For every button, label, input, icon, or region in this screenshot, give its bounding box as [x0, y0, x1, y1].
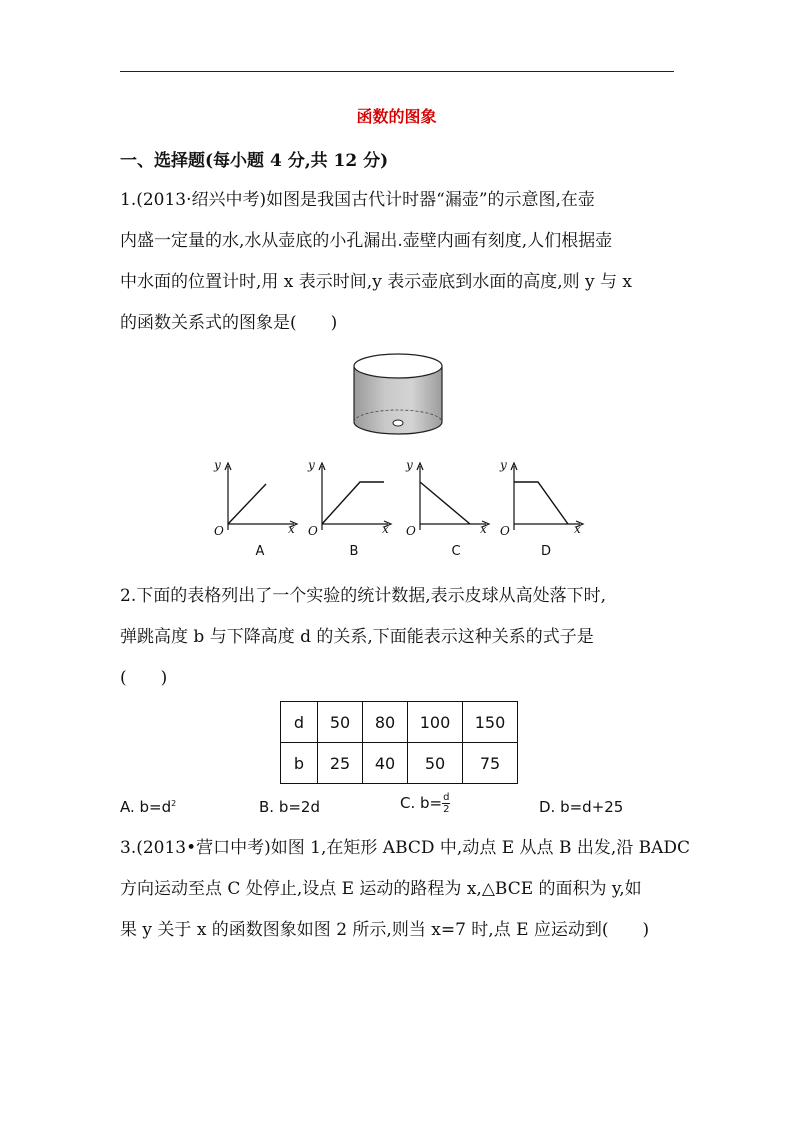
origin-label: O: [500, 524, 510, 538]
table-cell: 50: [318, 702, 363, 743]
table-cell: 40: [363, 743, 408, 784]
page-title: 函数的图象: [356, 107, 437, 126]
question-1-line: 的函数关系式的图象是( ): [120, 313, 338, 333]
question-3-line: 果 y 关于 x 的函数图象如图 2 所示,则当 x=7 时,点 E 应运动到( ): [120, 920, 650, 940]
origin-label: O: [214, 524, 224, 538]
graph-option-a: [210, 458, 300, 563]
y-axis-label: y: [308, 458, 315, 472]
y-axis-label: y: [500, 458, 507, 472]
table-cell: 25: [318, 743, 363, 784]
graph-label: C: [451, 544, 461, 559]
fraction-denominator: 2: [443, 804, 450, 815]
question-1-line: 内盛一定量的水,水从壶底的小孔漏出.壶壁内画有刻度,人们根据壶: [120, 231, 613, 251]
table-cell: 100: [408, 702, 463, 743]
origin-label: O: [308, 524, 318, 538]
x-axis-label: x: [480, 522, 487, 536]
table-cell: b: [281, 743, 318, 784]
section-heading: 一、选择题(每小题 4 分,共 12 分): [120, 151, 389, 171]
y-axis-label: y: [406, 458, 413, 472]
question-3-text: [120, 828, 691, 951]
question-1-text: [120, 180, 676, 344]
table-row: [281, 702, 518, 743]
question-2-line: 弹跳高度 b 与下降高度 d 的关系,下面能表示这种关系的式子是: [120, 627, 594, 647]
x-axis-label: x: [288, 522, 295, 536]
table-cell: 80: [363, 702, 408, 743]
table-cell: 75: [463, 743, 518, 784]
question-1-line: 1.(2013·绍兴中考)如图是我国古代计时器“漏壶”的示意图,在壶: [120, 190, 595, 210]
data-table: [280, 701, 518, 784]
option-a-text: A. b=d: [120, 798, 172, 816]
question-2-line: 2.下面的表格列出了一个实验的统计数据,表示皮球从高处落下时,: [120, 586, 607, 606]
graph-option-c: [402, 458, 492, 563]
graph-label: D: [540, 544, 551, 559]
y-axis-label: y: [214, 458, 221, 472]
option-a: [120, 798, 176, 816]
origin-label: O: [406, 524, 416, 538]
x-axis-label: x: [382, 522, 389, 536]
option-c-fraction: [442, 792, 450, 815]
question-1-line: 中水面的位置计时,用 x 表示时间,y 表示壶底到水面的高度,则 y 与 x: [120, 272, 633, 292]
option-d: D. b=d+25: [539, 798, 624, 816]
table-cell: 150: [463, 702, 518, 743]
water-clock-figure: [352, 352, 444, 436]
graph-label: B: [349, 544, 359, 559]
question-2-line: ( ): [120, 668, 168, 688]
x-axis-label: x: [574, 522, 581, 536]
graph-label: A: [255, 544, 265, 559]
question-3-line: 3.(2013•营口中考)如图 1,在矩形 ABCD 中,动点 E 从点 B 出发,沿 BADC: [120, 838, 691, 858]
table-cell: d: [281, 702, 318, 743]
fraction-numerator: d: [443, 792, 450, 803]
graph-option-b: [304, 458, 394, 563]
option-c: [400, 792, 450, 815]
header-rule: [120, 71, 674, 72]
question-3-line: 方向运动至点 C 处停止,设点 E 运动的路程为 x,△BCE 的面积为 y,如: [120, 879, 642, 899]
question-2-text: [120, 576, 676, 699]
table-row: [281, 743, 518, 784]
option-a-exponent: 2: [171, 799, 177, 808]
table-cell: 50: [408, 743, 463, 784]
graph-option-d: [496, 458, 586, 563]
option-b: B. b=2d: [259, 798, 320, 816]
option-c-text: C. b=: [400, 794, 443, 812]
